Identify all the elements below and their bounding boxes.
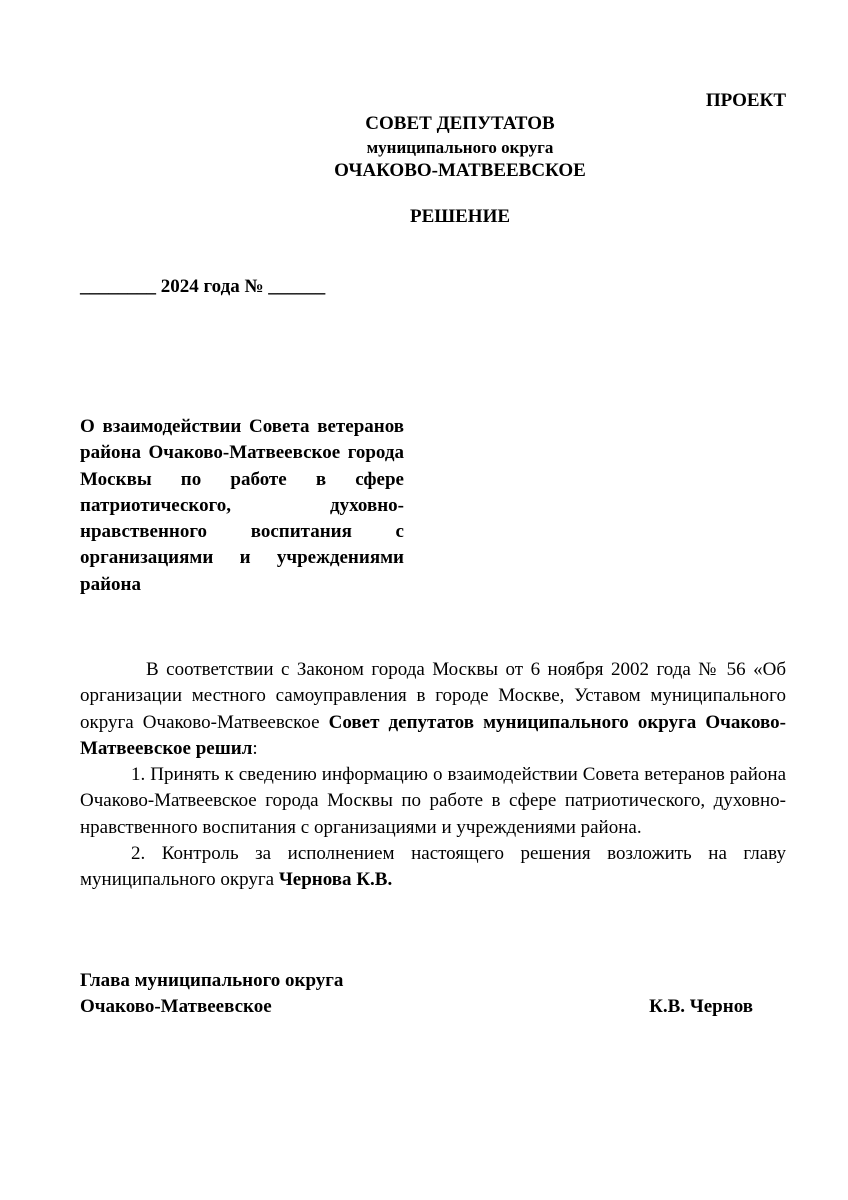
item-2-text: 2. Контроль за исполнением настоящего решения возложить на главу муниципального округа xyxy=(80,843,786,891)
document-type: РЕШЕНИЕ xyxy=(409,206,511,227)
decision-item-1: 1. Принять к сведению информацию о взаимодействии Совета ветеранов района Очаково-Матвеевское города Москвы по работе в сфере патриотического, духовно-нравственного воспитания с организациями и учреждениями района. xyxy=(80,764,786,838)
decision-subject: О взаимодействии Совета ветеранов района Очаково-Матвеевское города Москвы по работе в сфере патриотического, духовно-нравственного воспитания с организациями и учреждениями района xyxy=(80,416,404,595)
draft-mark: ПРОЕКТ xyxy=(705,90,786,111)
decision-item-2 xyxy=(80,841,786,894)
council-name: СОВЕТ ДЕПУТАТОВ xyxy=(365,113,555,134)
signature-row xyxy=(80,994,753,1020)
district-name: ОЧАКОВО-МАТВЕЕВСКОЕ xyxy=(334,160,586,181)
preamble-paragraph xyxy=(80,657,786,762)
preamble-bold-text: Совет депутатов муниципального округа Очаково-Матвеевское решил xyxy=(80,711,786,759)
preamble-text: В соответствии с Законом города Москвы от 6 ноября 2002 года № 56 «Об организации местного самоуправления в городе Москве, Уставом муниципального округа Очаково-Матвеевское xyxy=(80,659,786,733)
district-line: муниципального округа xyxy=(366,138,554,157)
signature-block xyxy=(80,968,753,1020)
signature-title-line-2: Очаково-Матвеевское xyxy=(80,996,272,1017)
decision-body xyxy=(80,657,786,894)
preamble-end: : xyxy=(252,737,258,759)
document-header xyxy=(80,112,840,183)
item-2-bold-name: Чернова К.В. xyxy=(278,869,393,891)
date-number-line: ________ 2024 года № ______ xyxy=(80,276,326,297)
signatory-name: К.В. Чернов xyxy=(649,996,753,1017)
signature-title-line-1: Глава муниципального округа xyxy=(80,970,344,991)
